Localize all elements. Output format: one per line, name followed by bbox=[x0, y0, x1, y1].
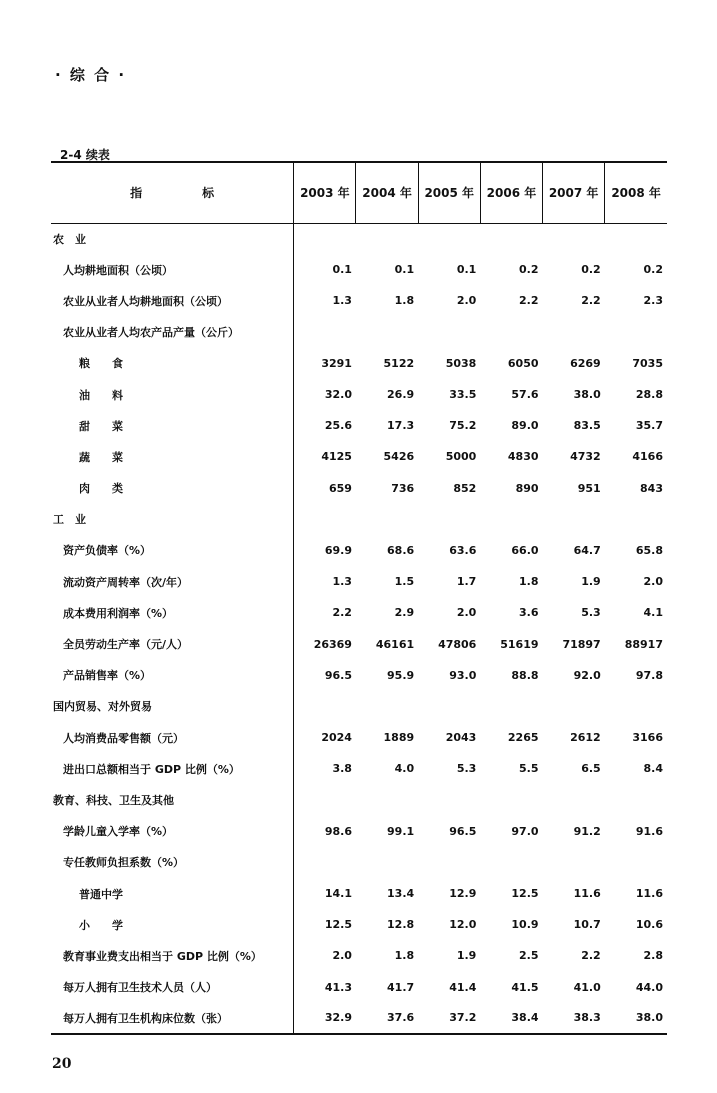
value-cell: 69.9 bbox=[294, 535, 356, 566]
category-row bbox=[51, 784, 667, 815]
value-cell: 3291 bbox=[294, 348, 356, 379]
statistics-table bbox=[51, 161, 667, 1035]
value-cell: 2.3 bbox=[643, 294, 663, 308]
category-label: 国内贸易、对外贸易 bbox=[53, 700, 152, 714]
value-cell: 11.6 bbox=[573, 887, 601, 901]
value-cell: 2.0 bbox=[456, 294, 477, 308]
value-cell bbox=[294, 317, 356, 348]
value-cell: 97.0 bbox=[511, 824, 539, 838]
value-cell: 6050 bbox=[507, 356, 539, 370]
value-cell: 47806 bbox=[438, 637, 477, 651]
value-cell: 4830 bbox=[507, 450, 539, 464]
value-cell: 2.2 bbox=[519, 294, 539, 308]
value-cell: 8.4 bbox=[643, 762, 663, 776]
value-cell: 83.5 bbox=[573, 419, 601, 433]
value-cell: 852 bbox=[453, 481, 477, 495]
value-cell: 95.9 bbox=[387, 668, 415, 682]
value-cell: 14.1 bbox=[294, 878, 356, 909]
value-cell: 5.5 bbox=[519, 762, 539, 776]
value-cell: 3.8 bbox=[294, 753, 356, 784]
table-row bbox=[51, 909, 667, 940]
value-cell: 7035 bbox=[632, 356, 663, 370]
page-number: 20 bbox=[52, 1056, 72, 1072]
value-cell: 890 bbox=[515, 481, 539, 495]
indicator-label: 成本费用利润率（%） bbox=[63, 606, 174, 620]
value-cell bbox=[356, 223, 418, 254]
value-cell: 2.0 bbox=[456, 606, 477, 620]
year-column-header: 2007 年 bbox=[543, 162, 605, 223]
value-cell bbox=[480, 784, 542, 815]
value-cell: 2024 bbox=[294, 722, 356, 753]
indicator-label: 每万人拥有卫生技术人员（人） bbox=[63, 981, 217, 995]
table-row bbox=[51, 285, 667, 316]
value-cell: 2612 bbox=[570, 731, 601, 745]
value-cell bbox=[480, 847, 542, 878]
value-cell: 1.3 bbox=[294, 285, 356, 316]
value-cell: 5426 bbox=[383, 450, 415, 464]
value-cell: 10.6 bbox=[635, 918, 663, 932]
indicator-label: 小 学 bbox=[79, 918, 123, 932]
indicator-label: 人均消费品零售额（元） bbox=[63, 731, 184, 745]
value-cell: 1.8 bbox=[394, 294, 415, 308]
value-cell: 17.3 bbox=[387, 419, 415, 433]
value-cell: 57.6 bbox=[511, 388, 539, 402]
value-cell: 1.9 bbox=[456, 949, 477, 963]
indicator-label: 甜 菜 bbox=[79, 419, 123, 433]
value-cell: 5.3 bbox=[456, 762, 477, 776]
category-label: 农 业 bbox=[53, 232, 86, 246]
value-cell bbox=[605, 847, 667, 878]
value-cell: 5000 bbox=[445, 450, 477, 464]
value-cell: 2.5 bbox=[519, 949, 539, 963]
table-body bbox=[51, 223, 667, 1034]
value-cell bbox=[418, 504, 480, 535]
value-cell bbox=[480, 504, 542, 535]
value-cell: 2043 bbox=[445, 731, 477, 745]
value-cell: 2.9 bbox=[394, 606, 415, 620]
value-cell: 63.6 bbox=[449, 543, 477, 557]
value-cell: 71897 bbox=[562, 637, 601, 651]
value-cell: 93.0 bbox=[449, 668, 477, 682]
table-row bbox=[51, 660, 667, 691]
value-cell: 1.9 bbox=[581, 575, 601, 589]
year-column-header: 2006 年 bbox=[480, 162, 542, 223]
indicator-label: 蔬 菜 bbox=[79, 450, 123, 464]
value-cell: 2.0 bbox=[294, 940, 356, 971]
indicator-label: 人均耕地面积（公顷） bbox=[63, 263, 173, 277]
table-row bbox=[51, 348, 667, 379]
value-cell bbox=[356, 784, 418, 815]
value-cell: 92.0 bbox=[573, 668, 601, 682]
table-row bbox=[51, 566, 667, 597]
value-cell: 3.6 bbox=[519, 606, 539, 620]
value-cell: 2.0 bbox=[643, 575, 663, 589]
year-column-header: 2008 年 bbox=[605, 162, 667, 223]
indicator-label: 学龄儿童入学率（%） bbox=[63, 825, 174, 839]
value-cell bbox=[294, 223, 356, 254]
value-cell bbox=[605, 504, 667, 535]
value-cell bbox=[480, 317, 542, 348]
value-cell bbox=[543, 317, 605, 348]
value-cell: 1.3 bbox=[294, 566, 356, 597]
value-cell: 1.8 bbox=[394, 949, 415, 963]
value-cell: 38.4 bbox=[480, 1003, 542, 1034]
value-cell: 3166 bbox=[632, 731, 663, 745]
value-cell: 2.2 bbox=[581, 294, 601, 308]
value-cell bbox=[543, 504, 605, 535]
value-cell: 37.6 bbox=[356, 1003, 418, 1034]
value-cell: 1.5 bbox=[394, 575, 415, 589]
indicator-label: 教育事业费支出相当于 GDP 比例（%） bbox=[63, 949, 262, 963]
value-cell: 91.6 bbox=[635, 824, 663, 838]
category-label: 工 业 bbox=[53, 513, 86, 527]
value-cell bbox=[543, 691, 605, 722]
indicator-label: 油 料 bbox=[79, 388, 123, 402]
value-cell: 98.6 bbox=[294, 816, 356, 847]
indicator-label: 专任教师负担系数（%） bbox=[63, 856, 185, 870]
value-cell: 41.5 bbox=[511, 980, 539, 994]
value-cell: 0.2 bbox=[643, 263, 663, 277]
value-cell: 10.7 bbox=[573, 918, 601, 932]
value-cell bbox=[605, 317, 667, 348]
value-cell: 951 bbox=[577, 481, 601, 495]
value-cell: 41.0 bbox=[573, 980, 601, 994]
value-cell: 97.8 bbox=[635, 668, 663, 682]
table-row bbox=[51, 753, 667, 784]
year-column-header: 2005 年 bbox=[418, 162, 480, 223]
value-cell bbox=[418, 691, 480, 722]
table-row bbox=[51, 722, 667, 753]
value-cell: 91.2 bbox=[573, 824, 601, 838]
value-cell bbox=[605, 223, 667, 254]
value-cell: 26369 bbox=[294, 628, 356, 659]
value-cell: 1889 bbox=[383, 731, 415, 745]
value-cell: 96.5 bbox=[449, 824, 477, 838]
value-cell: 51619 bbox=[500, 637, 539, 651]
value-cell: 4732 bbox=[570, 450, 601, 464]
table-row bbox=[51, 628, 667, 659]
value-cell: 4.0 bbox=[394, 762, 415, 776]
value-cell: 736 bbox=[391, 481, 415, 495]
value-cell: 41.3 bbox=[294, 972, 356, 1003]
table-row bbox=[51, 816, 667, 847]
indicator-label: 进出口总额相当于 GDP 比例（%） bbox=[63, 762, 240, 776]
table-row bbox=[51, 1003, 667, 1034]
value-cell bbox=[418, 317, 480, 348]
value-cell: 26.9 bbox=[387, 388, 415, 402]
value-cell: 4125 bbox=[294, 441, 356, 472]
value-cell bbox=[294, 691, 356, 722]
value-cell: 0.2 bbox=[581, 263, 601, 277]
table-row bbox=[51, 254, 667, 285]
value-cell: 12.0 bbox=[449, 918, 477, 932]
indicator-label: 肉 类 bbox=[79, 482, 123, 496]
value-cell: 4.1 bbox=[643, 606, 663, 620]
value-cell: 2.2 bbox=[581, 949, 601, 963]
table-row bbox=[51, 878, 667, 909]
value-cell: 25.6 bbox=[294, 410, 356, 441]
value-cell: 68.6 bbox=[387, 543, 415, 557]
value-cell bbox=[294, 847, 356, 878]
value-cell: 41.4 bbox=[449, 980, 477, 994]
value-cell: 44.0 bbox=[635, 980, 663, 994]
category-row bbox=[51, 504, 667, 535]
value-cell bbox=[294, 504, 356, 535]
indicator-label: 每万人拥有卫生机构床位数（张） bbox=[51, 1003, 294, 1034]
indicator-label: 产品销售率（%） bbox=[63, 669, 152, 683]
value-cell: 75.2 bbox=[449, 419, 477, 433]
category-label: 教育、科技、卫生及其他 bbox=[53, 793, 174, 807]
value-cell bbox=[418, 223, 480, 254]
value-cell: 5.3 bbox=[581, 606, 601, 620]
table-row bbox=[51, 597, 667, 628]
value-cell: 64.7 bbox=[573, 543, 601, 557]
value-cell: 1.7 bbox=[456, 575, 477, 589]
value-cell bbox=[480, 691, 542, 722]
table-row bbox=[51, 535, 667, 566]
value-cell: 35.7 bbox=[635, 419, 663, 433]
value-cell: 28.8 bbox=[635, 388, 663, 402]
value-cell bbox=[605, 691, 667, 722]
value-cell: 12.5 bbox=[511, 887, 539, 901]
value-cell: 88.8 bbox=[511, 668, 539, 682]
value-cell: 10.9 bbox=[511, 918, 539, 932]
table-caption: 2-4 续表 bbox=[60, 148, 110, 162]
value-cell: 0.1 bbox=[394, 263, 415, 277]
value-cell: 4166 bbox=[632, 450, 663, 464]
value-cell: 38.0 bbox=[605, 1003, 667, 1034]
indicator-label: 流动资产周转率（次/年） bbox=[63, 575, 189, 589]
value-cell: 2265 bbox=[507, 731, 539, 745]
value-cell: 89.0 bbox=[511, 419, 539, 433]
value-cell: 66.0 bbox=[511, 543, 539, 557]
value-cell bbox=[294, 784, 356, 815]
table-header bbox=[51, 162, 667, 223]
value-cell bbox=[480, 223, 542, 254]
value-cell bbox=[543, 847, 605, 878]
value-cell: 6269 bbox=[570, 356, 601, 370]
value-cell: 659 bbox=[294, 473, 356, 504]
value-cell: 65.8 bbox=[635, 543, 663, 557]
value-cell: 2.2 bbox=[294, 597, 356, 628]
value-cell: 11.6 bbox=[635, 887, 663, 901]
value-cell: 96.5 bbox=[294, 660, 356, 691]
indicator-label: 资产负债率（%） bbox=[63, 544, 152, 558]
year-column-header: 2004 年 bbox=[356, 162, 418, 223]
indicator-label: 全员劳动生产率（元/人） bbox=[63, 638, 189, 652]
value-cell: 37.2 bbox=[418, 1003, 480, 1034]
value-cell: 843 bbox=[640, 481, 663, 495]
value-cell bbox=[543, 223, 605, 254]
category-row bbox=[51, 691, 667, 722]
value-cell: 32.9 bbox=[294, 1003, 356, 1034]
value-cell bbox=[356, 847, 418, 878]
table-row bbox=[51, 410, 667, 441]
value-cell: 41.7 bbox=[387, 980, 415, 994]
table-row bbox=[51, 940, 667, 971]
value-cell bbox=[605, 784, 667, 815]
indicator-label: 农业从业者人均农产品产量（公斤） bbox=[63, 326, 239, 340]
section-header: · 综 合 · bbox=[55, 66, 127, 84]
value-cell: 13.4 bbox=[387, 887, 415, 901]
table-row bbox=[51, 441, 667, 472]
table-row bbox=[51, 317, 667, 348]
table-row bbox=[51, 473, 667, 504]
value-cell: 12.9 bbox=[449, 887, 477, 901]
value-cell: 12.5 bbox=[294, 909, 356, 940]
indicator-label: 粮 食 bbox=[79, 357, 123, 371]
value-cell: 0.1 bbox=[456, 263, 477, 277]
value-cell: 38.0 bbox=[573, 388, 601, 402]
indicator-label: 农业从业者人均耕地面积（公顷） bbox=[63, 294, 228, 308]
value-cell: 88917 bbox=[624, 637, 663, 651]
value-cell: 12.8 bbox=[387, 918, 415, 932]
value-cell bbox=[356, 317, 418, 348]
value-cell bbox=[543, 784, 605, 815]
table-row bbox=[51, 972, 667, 1003]
value-cell: 32.0 bbox=[294, 379, 356, 410]
value-cell: 46161 bbox=[375, 637, 415, 651]
table-row bbox=[51, 379, 667, 410]
indicator-label: 普通中学 bbox=[79, 887, 123, 901]
value-cell: 5122 bbox=[383, 356, 415, 370]
year-column-header: 2003 年 bbox=[294, 162, 356, 223]
value-cell: 0.2 bbox=[519, 263, 539, 277]
table-row bbox=[51, 847, 667, 878]
value-cell bbox=[356, 504, 418, 535]
value-cell: 2.8 bbox=[643, 949, 663, 963]
value-cell bbox=[356, 691, 418, 722]
value-cell: 1.8 bbox=[519, 575, 539, 589]
value-cell: 5038 bbox=[445, 356, 477, 370]
value-cell: 99.1 bbox=[387, 824, 415, 838]
value-cell: 33.5 bbox=[449, 388, 477, 402]
value-cell: 6.5 bbox=[581, 762, 601, 776]
value-cell: 38.3 bbox=[543, 1003, 605, 1034]
indicator-column-header: 指 标 bbox=[51, 162, 294, 223]
category-row bbox=[51, 223, 667, 254]
value-cell bbox=[418, 784, 480, 815]
value-cell bbox=[418, 847, 480, 878]
value-cell: 0.1 bbox=[294, 254, 356, 285]
